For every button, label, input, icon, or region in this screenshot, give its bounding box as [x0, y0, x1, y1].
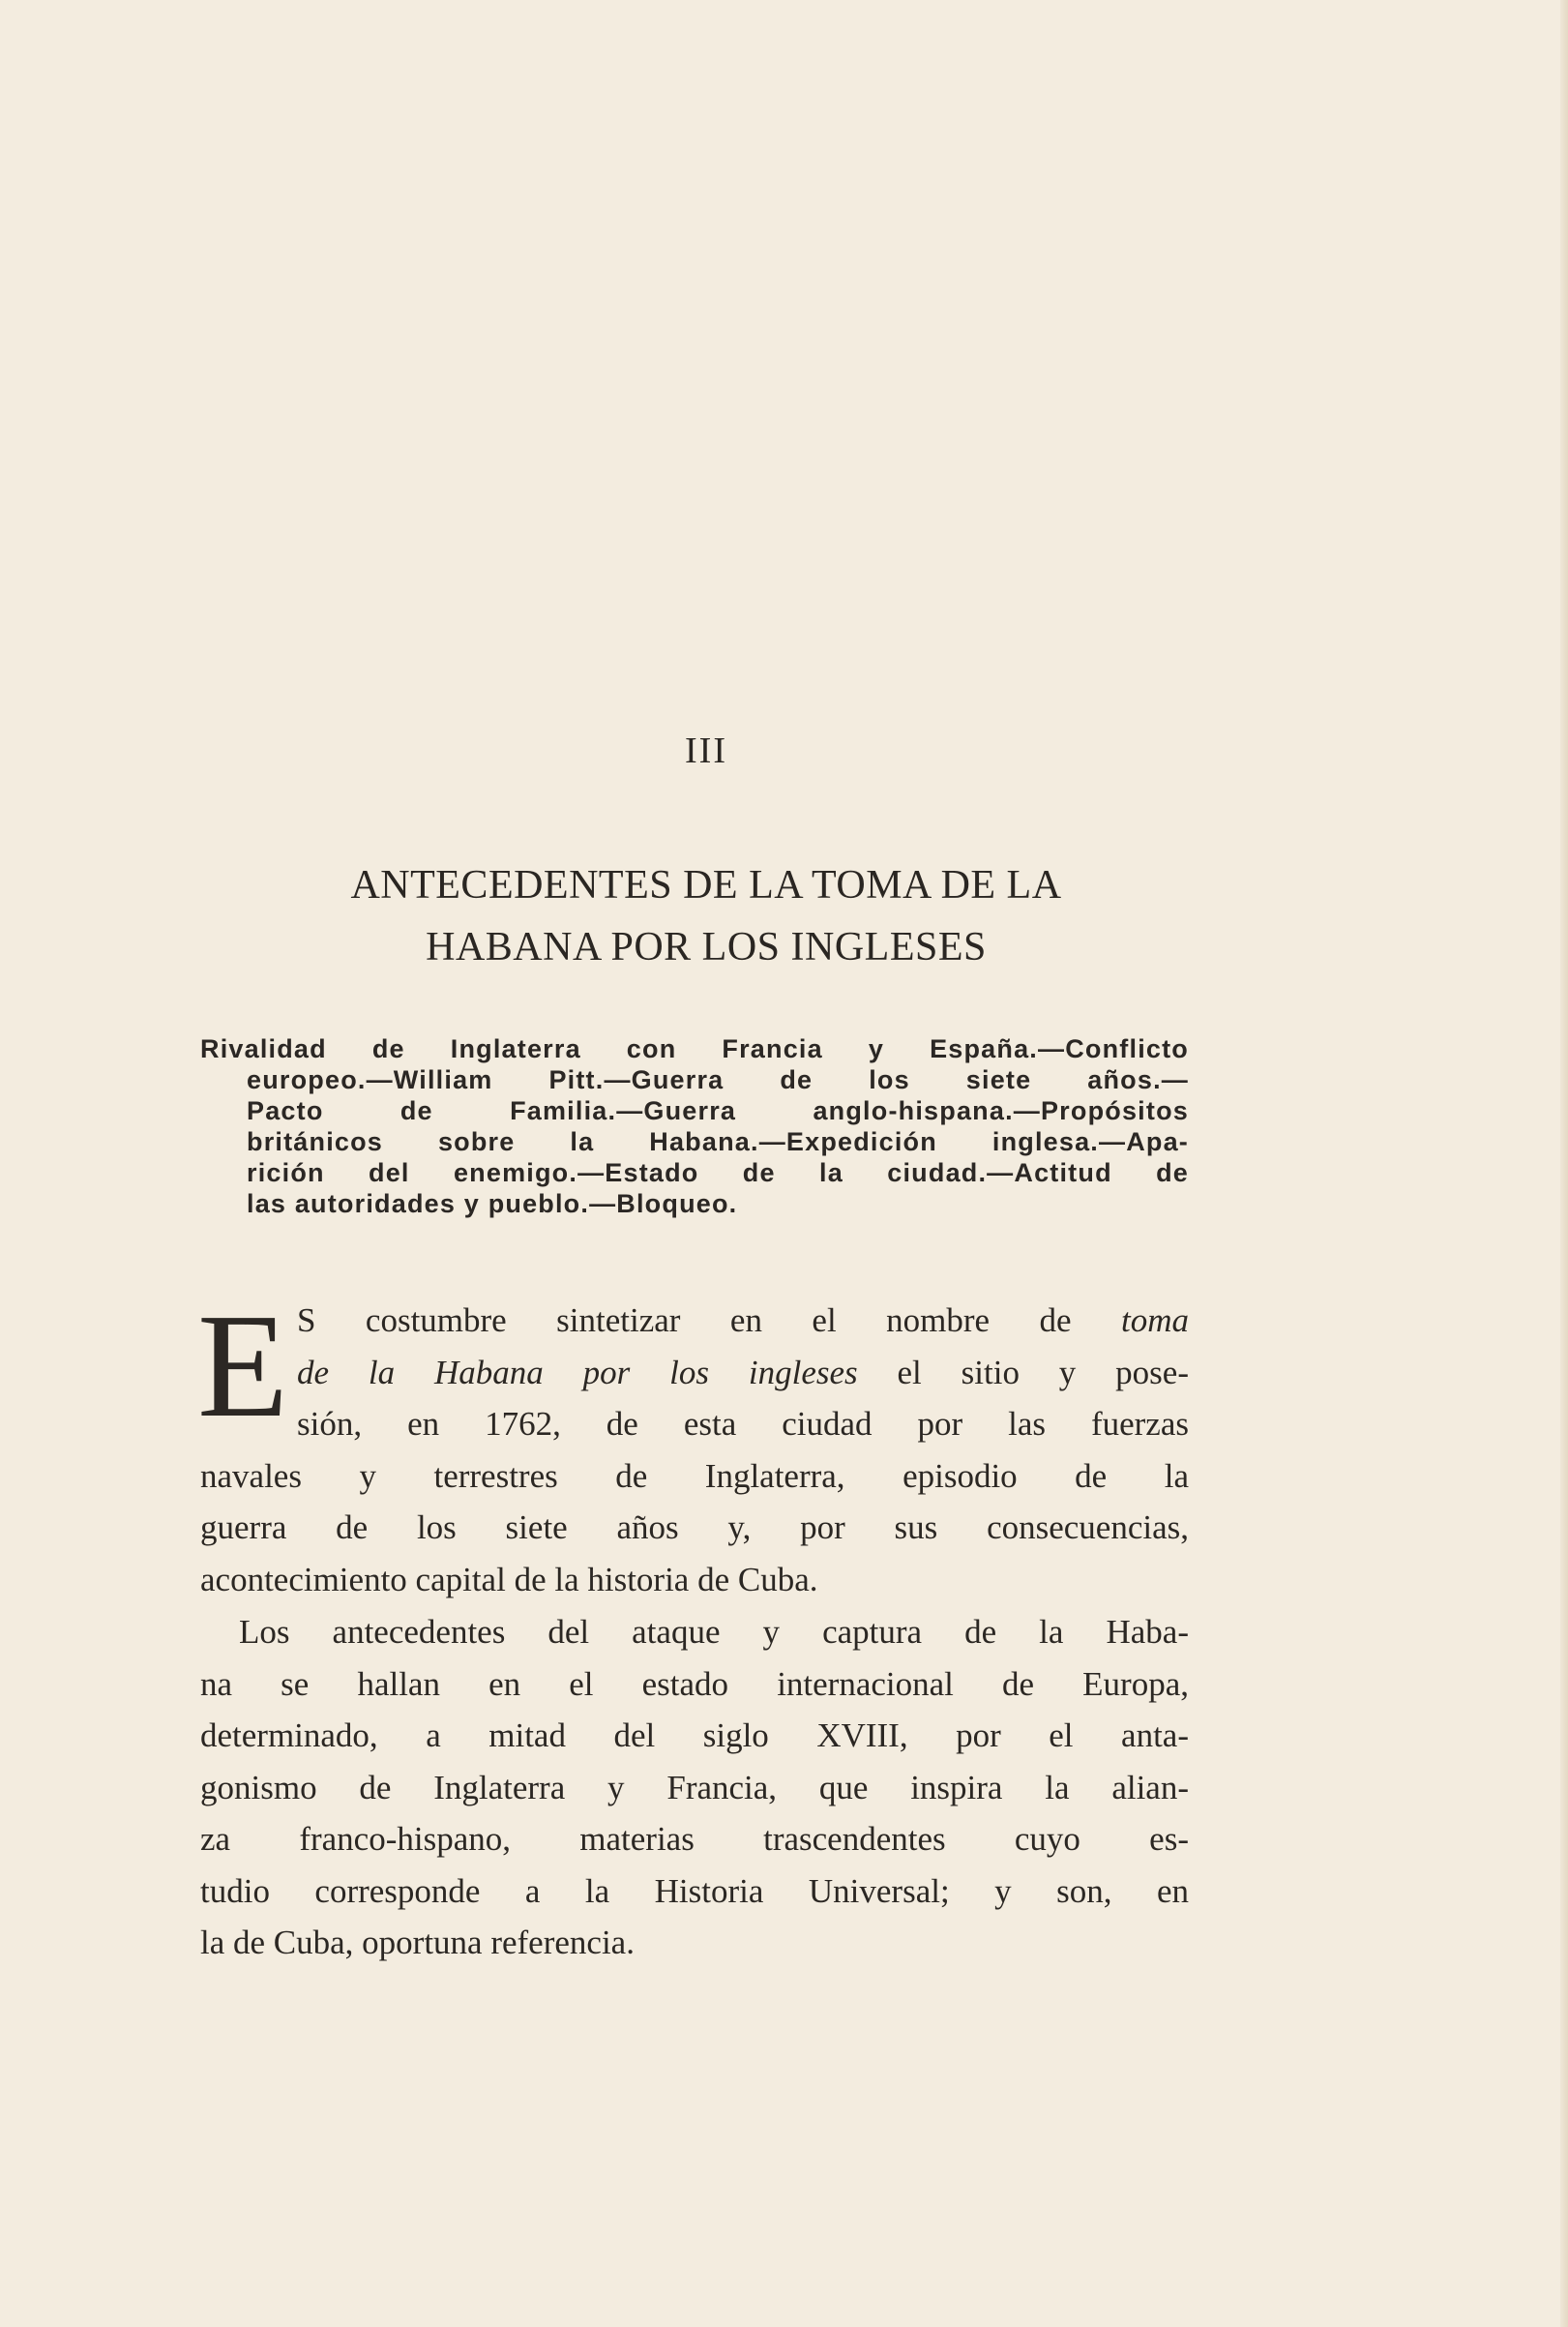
summary-line: las autoridades y pueblo.—Bloqueo.	[247, 1189, 738, 1218]
italic-run: toma	[1121, 1301, 1189, 1339]
summary-line: británicos sobre la Habana.—Expedición inglesa.—Apa-	[247, 1127, 1189, 1156]
chapter-title	[193, 854, 1219, 978]
paragraph-1	[200, 1295, 1189, 1605]
paragraph-line: Los antecedentes del ataque y captura de la Haba-	[239, 1613, 1189, 1651]
paragraph-line: determinado, a mitad del siglo XVIII, por el anta-	[200, 1716, 1189, 1754]
summary-line: Pacto de Familia.—Guerra anglo-hispana.—Propósitos	[247, 1096, 1189, 1125]
paragraph-line	[200, 1347, 1189, 1399]
paragraph-line: na se hallan en el estado internacional de Europa,	[200, 1664, 1189, 1703]
chapter-number: III	[685, 731, 727, 771]
chapter-title-line-2: HABANA POR LOS INGLESES	[426, 925, 987, 970]
chapter-summary	[200, 1033, 1189, 1219]
paragraph-2	[200, 1606, 1189, 1969]
text-run: el sitio y pose-	[857, 1353, 1189, 1391]
chapter-title-line-1: ANTECEDENTES DE LA TOMA DE LA	[350, 863, 1062, 908]
paragraph-line: acontecimiento capital de la historia de Cuba.	[200, 1560, 818, 1598]
text-run: S costumbre sintetizar en el nombre de	[297, 1301, 1121, 1339]
drop-cap: E	[197, 1284, 289, 1448]
paragraph-line: navales y terrestres de Inglaterra, episodio de la	[200, 1456, 1189, 1495]
summary-line: Rivalidad de Inglaterra con Francia y España.—Conflicto	[200, 1034, 1189, 1063]
paragraph-line: sión, en 1762, de esta ciudad por las fuerzas	[297, 1405, 1189, 1443]
paragraph-line	[200, 1295, 1189, 1347]
summary-line: rición del enemigo.—Estado de la ciudad.—Actitud de	[247, 1158, 1189, 1187]
summary-line: europeo.—William Pitt.—Guerra de los siete años.—	[247, 1065, 1189, 1094]
paragraph-line: za franco-hispano, materias trascendentes cuyo es-	[200, 1820, 1189, 1858]
paragraph-line: tudio corresponde a la Historia Universal; y son, en	[200, 1871, 1189, 1910]
paragraph-line: guerra de los siete años y, por sus consecuencias,	[200, 1508, 1189, 1546]
paragraph-line: la de Cuba, oportuna referencia.	[200, 1924, 635, 1961]
paragraph-line: gonismo de Inglaterra y Francia, que inspira la alian-	[200, 1768, 1189, 1806]
italic-run: de la Habana por los ingleses	[297, 1353, 858, 1391]
page-edge	[1560, 0, 1568, 2327]
